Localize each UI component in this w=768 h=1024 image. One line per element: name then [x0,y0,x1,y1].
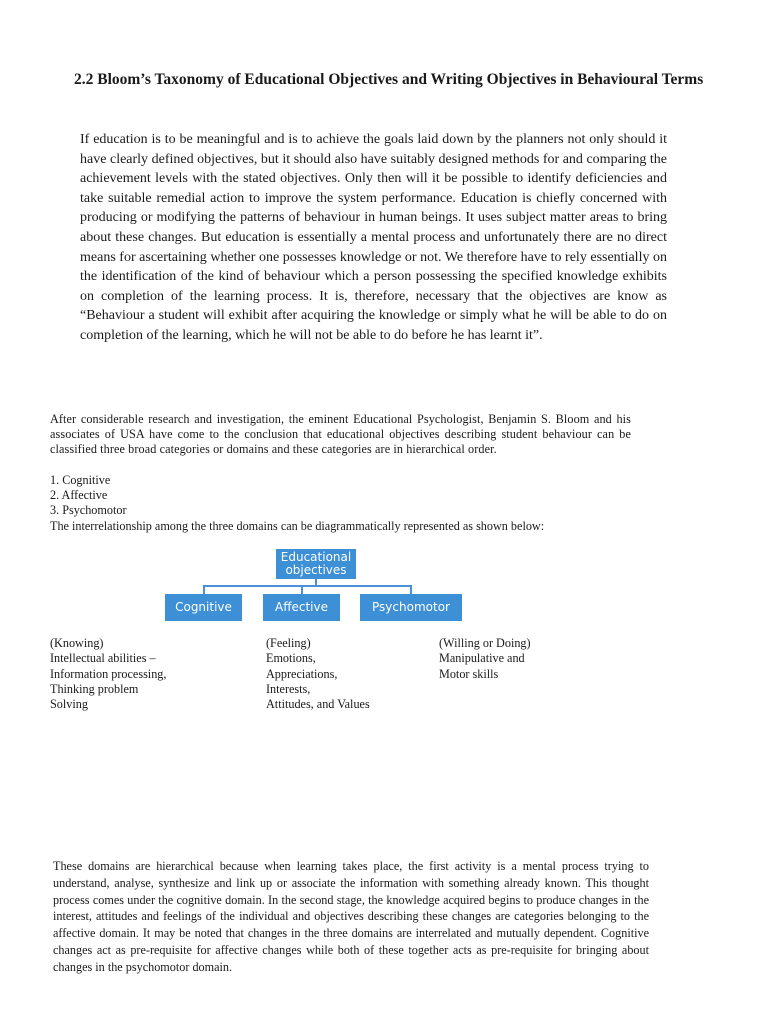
list-item-cognitive: 1. Cognitive [50,473,111,487]
domains-list [50,473,127,519]
diagram-intro-paragraph: The interrelationship among the three domains can be diagrammatically represented as shown below: [50,519,545,533]
cognitive-description [50,636,166,712]
affective-line: Attitudes, and Values [266,697,370,712]
intro-paragraph: If education is to be meaningful and is to achieve the goals laid down by the planners not only should it have clearly defined objectives, but it should also have suitably designed methods for and comparing the achievement levels with the stated objectives. Only then will it be possible to identify deficiencies and take suitable remedial action to improve the system performance. Education is chiefly concerned with producing or modifying the patterns of behaviour in human beings. It uses subject matter areas to bring about these changes. But education is essentially a mental process and unfortunately there are no direct means for ascertaining whether one possesses knowledge or not. We therefore have to rely essentially on the identification of the kind of behaviour which a person possessing the specified knowledge exhibits on completion of the learning process. It is, therefore, necessary that the objectives are know as “Behaviour a student will exhibit after acquiring the knowledge or simply what he will be able to do on completion of the learning, which he will not be able to do before he has learnt it”. [80,132,667,343]
list-item-affective: 2. Affective [50,488,108,503]
educational-objectives-box [276,549,356,579]
cognitive-box: Cognitive [165,594,242,621]
cognitive-line: Solving [50,697,88,712]
cognitive-line: Thinking problem [50,681,139,696]
psychomotor-box: Psychomotor [360,594,462,621]
hierarchy-paragraph: These domains are hierarchical because when learning takes place, the first activity is a mental process trying to understand, analyse, synthesize and link up or associate the information with something already known. This thought process comes under the cognitive domain. In the second stage, the knowledge acquired begins to produce changes in the interest, attitudes and feelings of the individual and objectives describing these changes are categories belonging to the affective domain. It may be noted that changes in the three domains are interrelated and mutually dependent. Cognitive changes act as pre-requisite for affective changes while both of these together acts as pre-requisite for bringing about changes in the psychomotor domain. [53,859,649,974]
list-item-psychomotor: 3. Psychomotor [50,503,127,518]
affective-line: (Feeling) [266,636,311,650]
cognitive-line: Intellectual abilities – [50,651,156,666]
cognitive-line: (Knowing) [50,636,104,650]
psychomotor-line: Motor skills [439,666,499,681]
psychomotor-line: Manipulative and [439,651,525,666]
bloom-paragraph: After considerable research and investigation, the eminent Educational Psychologist, Benjamin S. Bloom and his associates of USA have come to the conclusion that educational objectives describing student behaviour can be classified three broad categories or domains and these categories are in hierarchical order. [50,412,631,457]
root-label-line1: Educational [280,550,352,564]
affective-line: Emotions, [266,651,316,666]
cognitive-line: Information processing, [50,666,167,681]
connector-vertical-cognitive [203,585,205,594]
affective-line: Appreciations, [266,666,338,681]
section-heading: 2.2 Bloom’s Taxonomy of Educational Objectives and Writing Objectives in Behavioural Terms [74,71,704,88]
affective-description [266,636,370,712]
affective-box: Affective [263,594,340,621]
connector-vertical-psychomotor [410,585,412,594]
psychomotor-line: (Willing or Doing) [439,636,531,650]
root-label-line2: objectives [285,563,347,577]
affective-line: Interests, [266,681,311,696]
psychomotor-description [439,636,531,682]
connector-vertical-affective [301,585,303,594]
connector-horizontal [203,585,412,587]
